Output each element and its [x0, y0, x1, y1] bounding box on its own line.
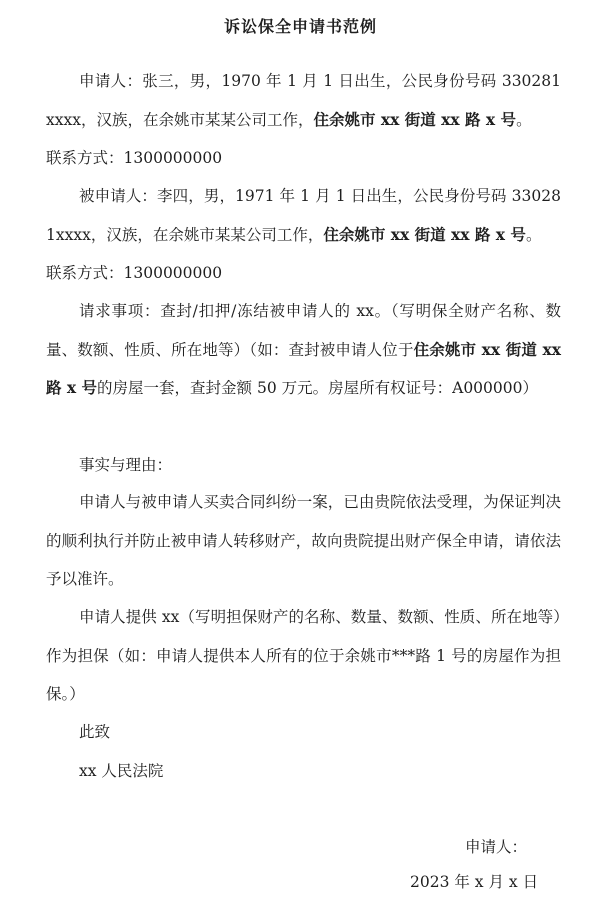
respondent-period: 。 — [525, 225, 542, 244]
facts-body: 申请人与被申请人买卖合同纠纷一案，已由贵院依法受理，为保证判决的顺利执行并防止被申请人转移财产，故向贵院提出财产保全申请，请依法予以准许。 — [46, 493, 561, 588]
applicant-info: 申请人：张三，男，1970 年 1 月 1 日出生，公民身份号码 330281xxxx，汉族，在余姚市某某公司工作， — [46, 72, 561, 129]
request-text: 请求事项：查封/扣押/冻结被申请人的 xx。（写明保全财产名称、数量、数额、性质、所在地等）（如：查封被申请人位于 — [46, 302, 561, 359]
respondent-address: 住余姚市 xx 街道 xx 路 x 号 — [323, 224, 526, 244]
respondent-paragraph — [46, 177, 561, 254]
respondent-contact: 联系方式：1300000000 — [46, 264, 223, 282]
applicant-contact: 联系方式：1300000000 — [46, 149, 223, 167]
document-date: 2023 年 x 月 x 日 — [410, 873, 539, 891]
closing-phrase: 此致 — [79, 723, 111, 741]
applicant-address: 住余姚市 xx 街道 xx 路 x 号 — [313, 109, 517, 129]
signature-label: 申请人： — [465, 838, 528, 856]
facts-heading: 事实与理由： — [79, 456, 173, 474]
court-name: xx 人民法院 — [79, 762, 164, 780]
request-paragraph — [46, 292, 561, 408]
request-text-end: 的房屋一套，查封金额 50 万元。房屋所有权证号：A000000） — [97, 379, 538, 397]
applicant-period: 。 — [516, 110, 532, 129]
applicant-paragraph — [46, 62, 561, 139]
request-address: 住余姚市 xx 街道 xx 路 x 号 — [46, 339, 561, 397]
respondent-info: 被申请人：李四，男，1971 年 1 月 1 日出生，公民身份号码 330281xxxx，汉族，在余姚市某某公司工作， — [46, 187, 561, 244]
document-title: 诉讼保全申请书范例 — [223, 17, 377, 36]
guarantee-paragraph: 申请人提供 xx（写明担保财产的名称、数量、数额、性质、所在地等）作为担保（如：申请人提供本人所有的位于余姚市***路 1 号的房屋作为担保。） — [46, 608, 561, 703]
